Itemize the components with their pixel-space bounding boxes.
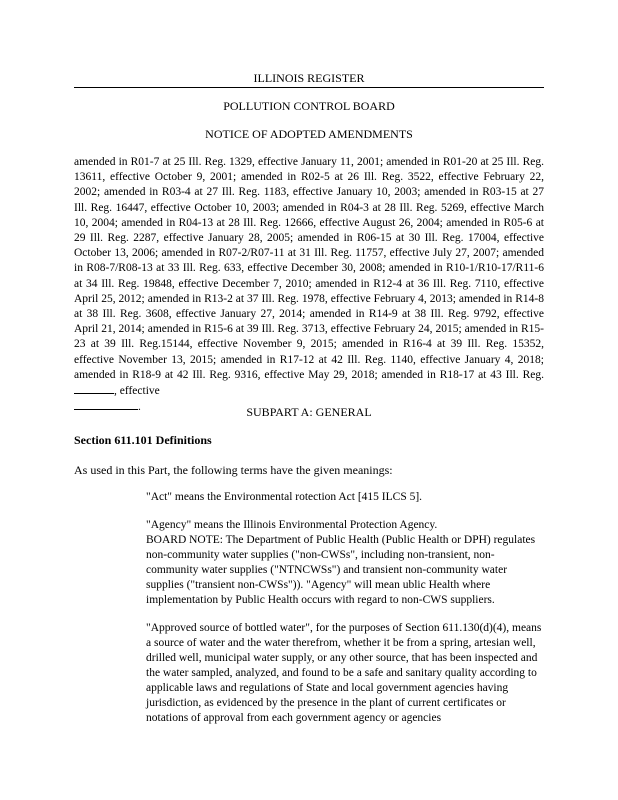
amendment-history-tail: , effective bbox=[114, 385, 160, 398]
definition-agency-text: "Agency" means the Illinois Environmental Protection Agency. bbox=[146, 519, 438, 531]
board-name: POLLUTION CONTROL BOARD bbox=[223, 99, 395, 113]
section-heading: Section 611.101 Definitions bbox=[74, 433, 212, 447]
board-note: BOARD NOTE: The Department of Public Health (Public Health or DPH) regulates non-community water supplies ("non-CWSs", including non-transient, non-community water supplies ("NTNCWSs") and transient non-community water supplies ("transient non-CWSs")). "Agency" will mean ublic Health where implementation by Public Health occurs with regard to non-CWS suppliers. bbox=[146, 534, 536, 606]
intro-text: As used in this Part, the following terms have the given meanings: bbox=[74, 463, 393, 477]
definition-approved-bottled-water bbox=[146, 621, 544, 726]
definition-act-text: "Act" means the Environmental rotection Act [415 ILCS 5]. bbox=[146, 491, 423, 503]
amendment-history-text: amended in R01-7 at 25 Ill. Reg. 1329, effective January 11, 2001; amended in R01-20 at 25 Ill. Reg. 13611, effective October 9, 2001; amended in R02-5 at 26 Ill. Reg. 3522, effective February 22, 2002; amended in R03-4 at 27 Ill. Reg. 1183, effective January 10, 2003; amended in R03-15 at 27 Ill. Reg. 16447, effective October 10, 2003; amended in R04-3 at 28 Ill. Reg. 5269, effective March 10, 2004; amended in R04-13 at 28 Ill. Reg. 12666, effective August 26, 2004; amended in R05-6 at 29 Ill. Reg. 2287, effective January 28, 2005; amended in R06-15 at 30 Ill. Reg. 17004, effective October 13, 2006; amended in R07-2/R07-11 at 31 Ill. Reg. 11757, effective July 27, 2007; amended in R08-7/R08-13 at 33 Ill. Reg. 633, effective December 30, 2008; amended in R10-1/R10-17/R11-6 at 34 Ill. Reg. 19848, effective December 7, 2010; amended in R12-4 at 36 Ill. Reg. 7110, effective April 25, 2012; amended in R13-2 at 37 Ill. Reg. 1978, effective February 4, 2013; amended in R14-8 at 38 Ill. Reg. 3608, effective January 27, 2014; amended in R14-9 at 38 Ill. Reg. 9792, effective April 21, 2014; amended in R15-6 at 39 Ill. Reg. 3713, effective February 24, 2015; amended in R15-23 at 39 Ill. Reg.15144, effective November 9, 2015; amended in R16-4 at 39 Ill. Reg. 15352, effective November 13, 2015; amended in R17-12 at 42 Ill. Reg. 1140, effective January 4, 2018; amended in R18-9 at 42 Ill. Reg. 9316, effective May 29, 2018; amended in R18-17 at 43 Ill. Reg. bbox=[74, 156, 544, 381]
definition-agency bbox=[146, 518, 544, 608]
subpart-heading: SUBPART A: GENERAL bbox=[246, 405, 372, 419]
definition-bottled-water-text: "Approved source of bottled water", for the purposes of Section 611.130(d)(4), means a source of water and the water therefrom, whether it be from a spring, artesian well, drilled well, municipal water supply, or any other source, that has been inspected and the water sampled, analyzed, and found to be a safe and sanitary quality according to applicable laws and regulations of State and local government agencies having jurisdiction, as evidenced by the presence in the plant of current certificates or notations of approval from each government agency or agencies bbox=[146, 622, 542, 724]
register-title: ILLINOIS REGISTER bbox=[74, 70, 544, 88]
definition-act bbox=[146, 490, 544, 505]
blank-register-page bbox=[74, 383, 114, 394]
notice-title: NOTICE OF ADOPTED AMENDMENTS bbox=[205, 127, 413, 141]
definitions-list bbox=[146, 490, 544, 739]
amendment-history: amended in R01-7 at 25 Ill. Reg. 1329, effective January 11, 2001; amended in R01-20 at 25 Ill. Reg. 13611, effective October 9, 2001; amended in R02-5 at 26 Ill. Reg. 3522, effective February 22, 2002; amended in R03-4 at 27 Ill. Reg. 1183, effective January 10, 2003; amended in R03-15 at 27 Ill. Reg. 16447, effective October 10, 2003; amended in R04-3 at 28 Ill. Reg. 5269, effective March 10, 2004; amended in R04-13 at 28 Ill. Reg. 12666, effective August 26, 2004; amended in R05-6 at 29 Ill. Reg. 2287, effective January 28, 2005; amended in R06-15 at 30 Ill. Reg. 17004, effective October 13, 2006; amended in R07-2/R07-11 at 31 Ill. Reg. 11757, effective July 27, 2007; amended in R08-7/R08-13 at 33 Ill. Reg. 633, effective December 30, 2008; amended in R10-1/R10-17/R11-6 at 34 Ill. Reg. 19848, effective December 7, 2010; amended in R12-4 at 36 Ill. Reg. 7110, effective April 25, 2012; amended in R13-2 at 37 Ill. Reg. 1978, effective February 4, 2013; amended in R14-8 at 38 Ill. Reg. 3608, effective January 27, 2014; amended in R14-9 at 38 Ill. Reg. 9792, effective April 21, 2014; amended in R15-6 at 39 Ill. Reg. 3713, effective February 24, 2015; amended in R15-23 at 39 Ill. Reg.15144, effective November 9, 2015; amended in R16-4 at 39 Ill. Reg. 15352, effective November 13, 2015; amended in R17-12 at 42 Ill. Reg. 1140, effective January 4, 2018; amended in R18-9 at 42 Ill. Reg. 9316, effective May 29, 2018; amended in R18-17 at 43 Ill. Reg. , effective . bbox=[74, 156, 544, 414]
